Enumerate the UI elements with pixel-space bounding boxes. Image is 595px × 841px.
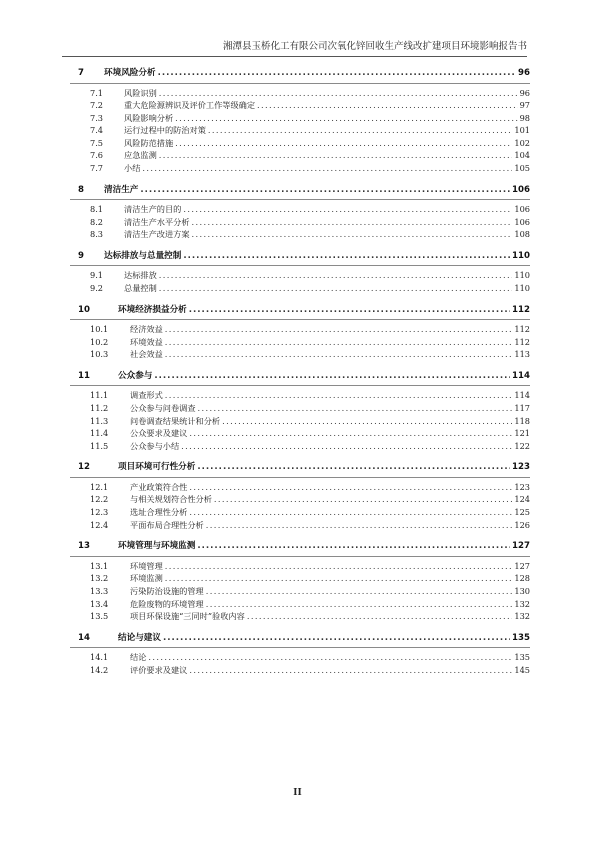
toc-section-entry[interactable] xyxy=(70,282,530,295)
page-header xyxy=(62,40,527,57)
section-title: 环境监测 xyxy=(130,573,163,584)
section-title: 清洁生产水平分析 xyxy=(124,216,190,227)
section-page: 112 xyxy=(514,336,530,347)
section-page: 124 xyxy=(514,494,530,505)
section-page: 110 xyxy=(514,270,530,281)
toc-section-entry[interactable] xyxy=(70,389,530,402)
section-page: 127 xyxy=(514,560,530,571)
toc-chapter-entry[interactable] xyxy=(70,247,530,267)
toc-section-entry[interactable] xyxy=(70,323,530,336)
section-page: 106 xyxy=(514,204,530,215)
toc-chapter-entry[interactable] xyxy=(70,301,530,321)
section-number: 11.2 xyxy=(90,403,109,413)
section-page: 101 xyxy=(514,125,530,136)
section-number: 8.2 xyxy=(90,216,104,227)
section-number: 14.1 xyxy=(90,652,109,663)
table-of-contents xyxy=(70,64,530,676)
section-title: 风险防范措施 xyxy=(124,137,174,148)
chapter-number: 14 xyxy=(78,632,90,643)
chapter-number: 9 xyxy=(78,250,84,261)
section-page: 118 xyxy=(514,415,530,426)
chapter-number: 7 xyxy=(78,68,84,78)
dot-leader xyxy=(183,203,512,216)
toc-chapter-entry[interactable] xyxy=(70,367,530,387)
section-page: 102 xyxy=(514,137,530,148)
chapter-title: 项目环境可行性分析 xyxy=(118,462,196,473)
section-number: 13.1 xyxy=(90,560,109,571)
dot-leader xyxy=(189,481,512,494)
section-number: 8.3 xyxy=(90,229,104,240)
toc-section-entry[interactable] xyxy=(70,506,530,519)
section-page: 108 xyxy=(514,229,530,240)
section-title: 产业政策符合性 xyxy=(130,481,188,492)
section-page: 123 xyxy=(514,481,530,492)
toc-section-entry[interactable] xyxy=(70,415,530,428)
chapter-page: 123 xyxy=(512,462,530,473)
toc-chapter-entry[interactable] xyxy=(70,181,530,201)
dot-leader xyxy=(165,560,513,573)
dot-leader xyxy=(206,519,513,532)
dot-leader xyxy=(148,651,512,664)
toc-section-entry[interactable] xyxy=(70,216,530,229)
dot-leader xyxy=(222,415,512,428)
section-number: 13.3 xyxy=(90,585,109,596)
chapter-number: 13 xyxy=(78,541,90,552)
dot-leader xyxy=(189,427,512,440)
section-number: 13.2 xyxy=(90,573,109,584)
toc-section-entry[interactable] xyxy=(70,124,530,137)
toc-section-entry[interactable] xyxy=(70,87,530,100)
chapter-number: 10 xyxy=(78,304,90,315)
section-number: 7.1 xyxy=(90,87,104,98)
section-page: 110 xyxy=(514,283,530,294)
dot-leader xyxy=(192,216,513,229)
dot-leader xyxy=(197,537,510,556)
dot-leader xyxy=(159,149,513,162)
toc-section-entry[interactable] xyxy=(70,493,530,506)
section-title: 问卷调查结果统计和分析 xyxy=(130,415,221,426)
toc-section-entry[interactable] xyxy=(70,598,530,611)
section-page: 135 xyxy=(514,652,530,663)
section-page: 96 xyxy=(519,87,530,98)
dot-leader xyxy=(154,367,510,386)
section-page: 105 xyxy=(514,163,530,174)
toc-section-entry[interactable] xyxy=(70,149,530,162)
dot-leader xyxy=(206,585,513,598)
chapter-number: 8 xyxy=(78,184,84,195)
section-number: 7.2 xyxy=(90,100,104,111)
chapter-page: 127 xyxy=(512,541,530,552)
toc-section-entry[interactable] xyxy=(70,162,530,175)
section-page: 114 xyxy=(514,390,530,401)
section-number: 9.2 xyxy=(90,283,104,294)
section-number: 7.7 xyxy=(90,163,104,174)
section-title: 公众参与问卷调查 xyxy=(130,403,196,413)
section-page: 121 xyxy=(514,428,530,439)
section-title: 社会效益 xyxy=(130,349,163,360)
dot-leader xyxy=(192,228,513,241)
section-page: 126 xyxy=(514,519,530,530)
dot-leader xyxy=(183,247,510,266)
chapter-page: 135 xyxy=(512,632,530,643)
section-title: 环境效益 xyxy=(130,336,163,347)
section-title: 平面布局合理性分析 xyxy=(130,519,204,530)
section-number: 11.4 xyxy=(90,428,109,439)
dot-leader xyxy=(175,112,517,125)
chapter-number: 12 xyxy=(78,462,90,473)
chapter-title: 环境风险分析 xyxy=(104,68,156,78)
section-number: 14.2 xyxy=(90,664,109,675)
toc-section-entry[interactable] xyxy=(70,137,530,150)
dot-leader xyxy=(165,323,513,336)
section-page: 98 xyxy=(519,112,530,123)
section-page: 113 xyxy=(514,349,530,360)
section-title: 与相关规划符合性分析 xyxy=(130,494,212,505)
section-number: 10.1 xyxy=(90,324,109,335)
dot-leader xyxy=(189,664,512,677)
dot-leader xyxy=(197,458,510,477)
section-title: 选址合理性分析 xyxy=(130,507,188,518)
dot-leader xyxy=(140,181,510,200)
dot-leader xyxy=(165,336,513,349)
toc-section-entry[interactable] xyxy=(70,572,530,585)
section-page: 130 xyxy=(514,585,530,596)
section-page: 132 xyxy=(514,598,530,609)
section-title: 项目环保设施“三同时”验收内容 xyxy=(130,611,245,622)
section-number: 7.5 xyxy=(90,137,104,148)
toc-section-entry[interactable] xyxy=(70,203,530,216)
section-title: 重大危险源辨识及评价工作等级确定 xyxy=(124,100,256,111)
section-title: 调查形式 xyxy=(130,390,163,401)
toc-section-entry[interactable] xyxy=(70,336,530,349)
section-number: 9.1 xyxy=(90,270,104,281)
section-number: 11.5 xyxy=(90,440,109,451)
section-number: 10.2 xyxy=(90,336,109,347)
section-page: 122 xyxy=(514,440,530,451)
section-title: 污染防治设施的管理 xyxy=(130,585,204,596)
dot-leader xyxy=(189,301,510,320)
chapter-page: 112 xyxy=(512,304,530,315)
chapter-page: 114 xyxy=(512,370,530,381)
header-title: 湘潭县玉桥化工有限公司次氧化锌回收生产线改扩建项目环境影响报告书 xyxy=(222,41,527,52)
dot-leader xyxy=(208,124,512,137)
dot-leader xyxy=(159,87,518,100)
section-page: 97 xyxy=(519,100,530,111)
dot-leader xyxy=(189,506,512,519)
chapter-page: 106 xyxy=(512,184,530,195)
chapter-page: 110 xyxy=(512,250,530,261)
dot-leader xyxy=(165,389,513,402)
chapter-page: 96 xyxy=(518,68,530,78)
section-title: 清洁生产的目的 xyxy=(124,204,182,215)
dot-leader xyxy=(159,282,513,295)
toc-section-entry[interactable] xyxy=(70,610,530,623)
toc-section-entry[interactable] xyxy=(70,560,530,573)
chapter-title: 结论与建议 xyxy=(118,632,161,643)
toc-section-entry[interactable] xyxy=(70,427,530,440)
toc-section-entry[interactable] xyxy=(70,402,530,415)
section-number: 11.1 xyxy=(90,390,109,401)
toc-section-entry[interactable] xyxy=(70,228,530,241)
section-number: 7.4 xyxy=(90,125,104,136)
section-page: 112 xyxy=(514,324,530,335)
section-title: 经济效益 xyxy=(130,324,163,335)
dot-leader xyxy=(158,64,516,83)
section-number: 11.3 xyxy=(90,415,109,426)
toc-section-entry[interactable] xyxy=(70,99,530,112)
section-title: 评价要求及建议 xyxy=(130,664,188,675)
section-title: 结论 xyxy=(130,652,147,663)
toc-section-entry[interactable] xyxy=(70,440,530,453)
chapter-title: 环境管理与环境监测 xyxy=(118,541,196,552)
section-page: 125 xyxy=(514,507,530,518)
toc-chapter-entry[interactable] xyxy=(70,458,530,478)
dot-leader xyxy=(247,610,513,623)
page-number: II xyxy=(293,788,302,798)
section-number: 12.4 xyxy=(90,519,109,530)
section-title: 公众参与小结 xyxy=(130,440,180,451)
section-title: 风险识别 xyxy=(124,87,157,98)
section-title: 公众要求及建议 xyxy=(130,428,188,439)
toc-chapter-entry[interactable] xyxy=(70,64,530,84)
toc-section-entry[interactable] xyxy=(70,481,530,494)
toc-section-entry[interactable] xyxy=(70,585,530,598)
dot-leader xyxy=(198,402,513,415)
section-title: 小结 xyxy=(124,163,141,174)
section-page: 132 xyxy=(514,611,530,622)
dot-leader xyxy=(159,269,513,282)
dot-leader xyxy=(163,629,510,648)
section-title: 环境管理 xyxy=(130,560,163,571)
section-number: 12.2 xyxy=(90,494,109,505)
dot-leader xyxy=(214,493,512,506)
toc-section-entry[interactable] xyxy=(70,519,530,532)
chapter-title: 环境经济损益分析 xyxy=(118,304,187,315)
chapter-number: 11 xyxy=(78,370,90,381)
section-title: 风险影响分析 xyxy=(124,112,174,123)
section-number: 12.3 xyxy=(90,507,109,518)
section-page: 106 xyxy=(514,216,530,227)
section-number: 8.1 xyxy=(90,204,104,215)
dot-leader xyxy=(257,99,518,112)
section-number: 7.3 xyxy=(90,112,104,123)
dot-leader xyxy=(206,598,513,611)
section-number: 13.4 xyxy=(90,598,109,609)
dot-leader xyxy=(142,162,512,175)
toc-section-entry[interactable] xyxy=(70,651,530,664)
dot-leader xyxy=(165,348,513,361)
chapter-title: 公众参与 xyxy=(118,370,153,381)
chapter-title: 清洁生产 xyxy=(104,184,139,195)
section-page: 104 xyxy=(514,150,530,161)
dot-leader xyxy=(181,440,512,453)
section-title: 运行过程中的防治对策 xyxy=(124,125,206,136)
toc-section-entry[interactable] xyxy=(70,664,530,677)
dot-leader xyxy=(165,572,513,585)
toc-section-entry[interactable] xyxy=(70,112,530,125)
section-page: 128 xyxy=(514,573,530,584)
section-number: 7.6 xyxy=(90,150,104,161)
section-number: 10.3 xyxy=(90,349,109,360)
toc-section-entry[interactable] xyxy=(70,269,530,282)
section-title: 应急监测 xyxy=(124,150,157,161)
toc-section-entry[interactable] xyxy=(70,348,530,361)
toc-chapter-entry[interactable] xyxy=(70,537,530,557)
section-title: 危险废物的环境管理 xyxy=(130,598,204,609)
toc-chapter-entry[interactable] xyxy=(70,629,530,649)
section-title: 达标排放 xyxy=(124,270,157,281)
section-page: 117 xyxy=(514,403,530,413)
section-title: 清洁生产改进方案 xyxy=(124,229,190,240)
chapter-title: 达标排放与总量控制 xyxy=(104,250,182,261)
section-page: 145 xyxy=(514,664,530,675)
section-title: 总量控制 xyxy=(124,283,157,294)
section-number: 12.1 xyxy=(90,481,109,492)
section-number: 13.5 xyxy=(90,611,109,622)
dot-leader xyxy=(175,137,512,150)
